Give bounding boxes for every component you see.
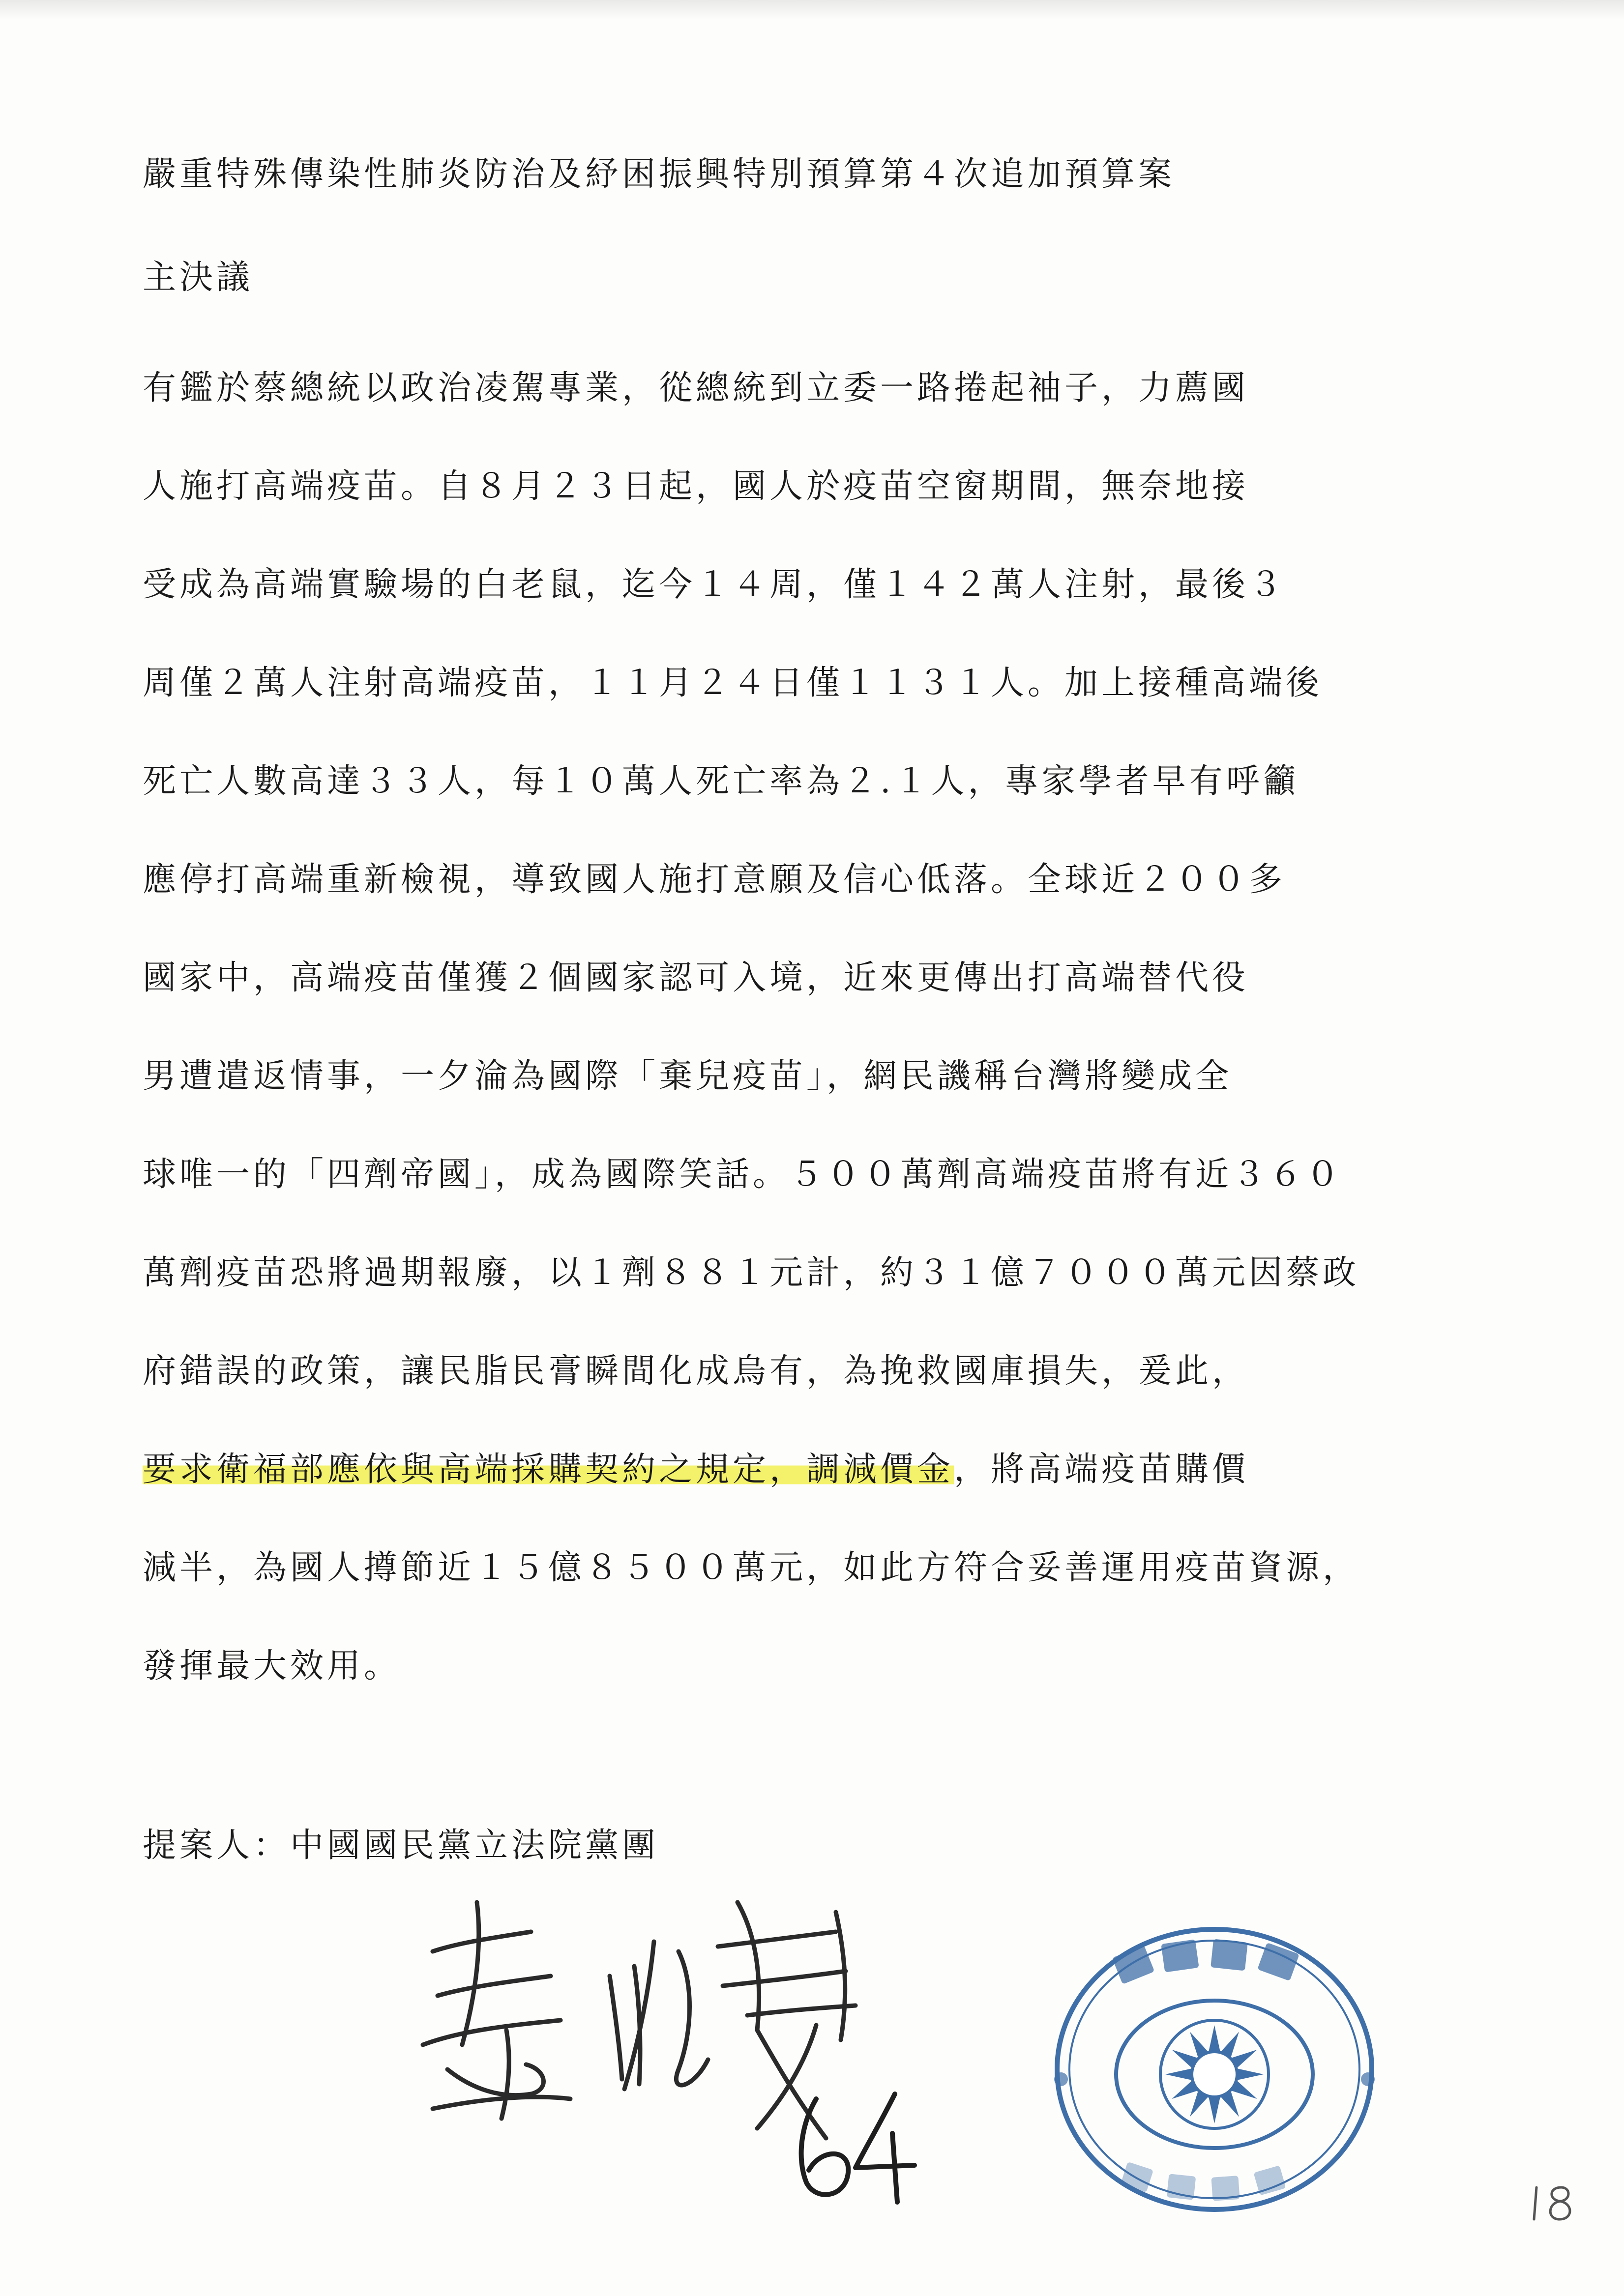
body-line-12-highlighted xyxy=(143,1421,1460,1519)
body-line-7: 國家中，高端疫苗僅獲２個國家認可入境，近來更傳出打高端替代役 xyxy=(143,959,1249,997)
document-title: 嚴重特殊傳染性肺炎防治及紓困振興特別預算第４次追加預算案 xyxy=(143,155,1176,194)
scan-edge xyxy=(0,0,1624,20)
body-line-11: 府錯誤的政策，讓民脂民膏瞬間化成烏有，為挽救國庫損失，爰此， xyxy=(143,1352,1249,1391)
body-line-8: 男遭遣返情事，一夕淪為國際「棄兒疫苗」，網民譏稱台灣將變成全 xyxy=(143,1057,1233,1096)
body-line-6: 應停打高端重新檢視，導致國人施打意願及信心低落。全球近２００多 xyxy=(143,860,1286,899)
resolution-body xyxy=(143,339,1460,1715)
body-line-5: 死亡人數高達３３人，每１０萬人死亡率為２.１人，專家學者早有呼籲 xyxy=(143,762,1300,801)
proposer-line: 提案人：中國國民黨立法院黨團 xyxy=(143,1826,659,1865)
document-subtitle: 主決議 xyxy=(143,258,254,297)
body-line-2: 人施打高端疫苗。自８月２３日起，國人於疫苗空窗期間，無奈地接 xyxy=(143,467,1249,506)
body-line-14: 發揮最大效用。 xyxy=(143,1647,401,1686)
body-line-1: 有鑑於蔡總統以政治凌駕專業，從總統到立委一路捲起袖子，力薦國 xyxy=(143,369,1249,407)
body-line-4: 周僅２萬人注射高端疫苗，１１月２４日僅１１３１人。加上接種高端後 xyxy=(143,664,1323,702)
body-line-13: 減半，為國人撙節近１５億８５００萬元，如此方符合妥善運用疫苗資源， xyxy=(143,1548,1360,1587)
body-line-10: 萬劑疫苗恐將過期報廢，以１劑８８１元計，約３１億７０００萬元因蔡政 xyxy=(143,1253,1360,1292)
highlighted-demand: 要求衛福部應依與高端採購契約之規定，調減價金 xyxy=(143,1450,954,1489)
highlight-line-rest: ，將高端疫苗購價 xyxy=(954,1450,1249,1489)
handwritten-page-number xyxy=(782,2079,929,2207)
corner-page-mark xyxy=(1524,2173,1583,2232)
party-caucus-stamp xyxy=(1042,1917,1387,2222)
body-line-9: 球唯一的「四劑帝國」，成為國際笑話。５００萬劑高端疫苗將有近３６０ xyxy=(143,1155,1343,1194)
body-line-3: 受成為高端實驗場的白老鼠，迄今１４周，僅１４２萬人注射，最後３ xyxy=(143,565,1286,604)
